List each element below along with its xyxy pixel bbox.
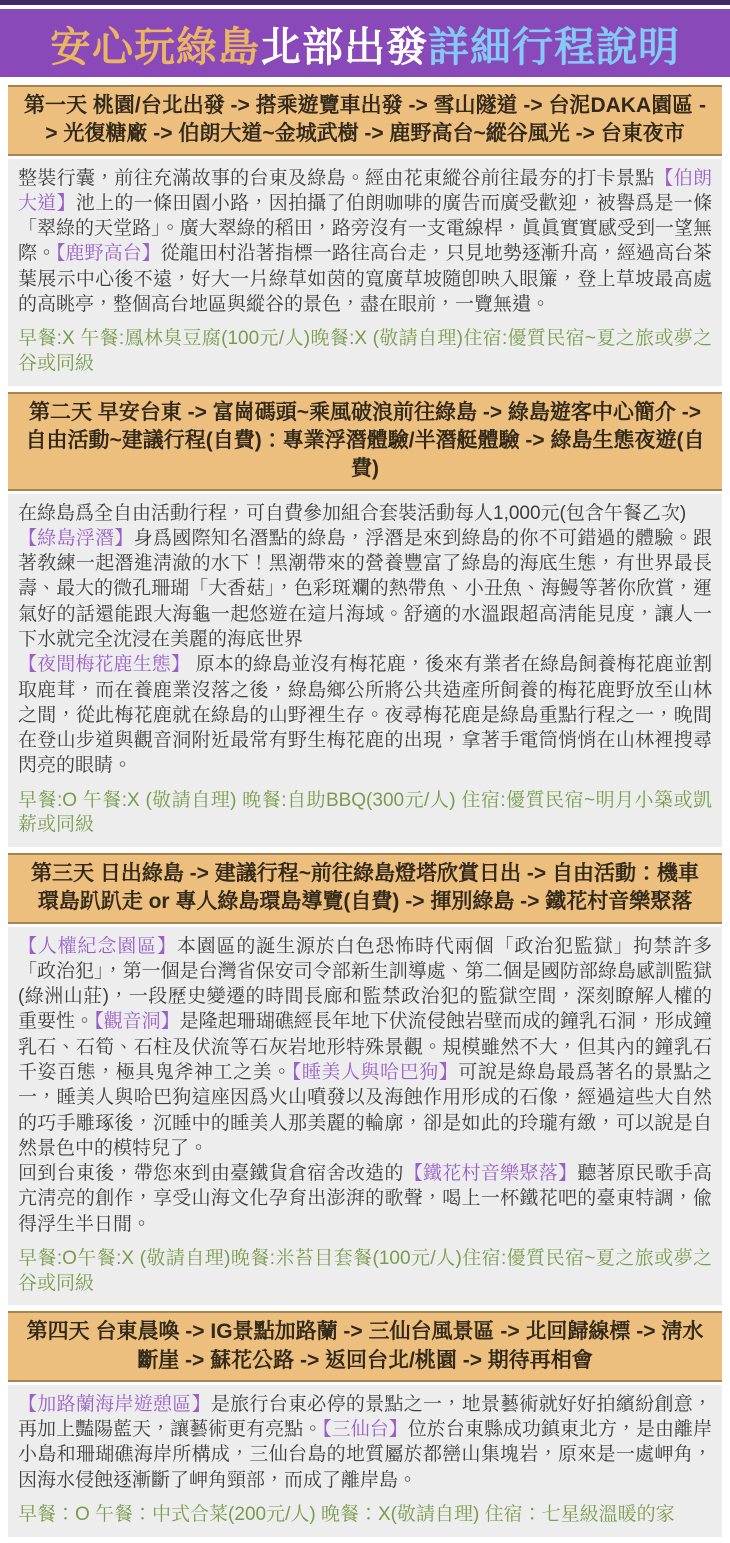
day-body: [8, 927, 722, 1306]
day-body: [8, 1385, 722, 1537]
day-section: [8, 85, 722, 386]
meal-info: 早餐:O午餐:X (敬請自理)晚餐:米苔目套餐(100元/人)住宿:優質民宿~夏之旅或夢之谷或同級: [18, 1247, 712, 1294]
body-text: 整裝行囊，前往充滿故事的台東及綠島。經由花東縱谷前往最夯的打卡景點: [18, 167, 655, 189]
day-body: [8, 494, 722, 847]
title-part-detail: 詳細行程說明: [428, 23, 680, 70]
body-text: 從龍田村沿著指標一路往高台走，只見地勢逐漸升高，經過高台茶葉展示中心後不遠，好大一片綠草如茵的寬廣草坡隨卽映入眼簾，登上草坡最高處的高眺亭，整個高台地區與縱谷的景色，盡在眼前，一覽無遺。: [18, 243, 712, 316]
meal-info: 早餐:O 午餐:X (敬請自理) 晚餐:自助BBQ(300元/人) 住宿:優質民宿~明月小築或凱薪或同級: [18, 789, 712, 836]
title-part-departure: 北部出發: [260, 23, 428, 70]
day-section: [8, 392, 722, 847]
body-paragraph: [18, 934, 712, 1161]
highlight-term: 【觀音洞】: [94, 1011, 180, 1033]
body-text: 聽著原民歌手高亢淸亮的創作，享受山海文化孕育出澎湃的歌聲，喝上一杯鐵花吧的臺東特調，偸得浮生半日閒。: [18, 1163, 712, 1235]
body-text: 身爲國際知名潛點的綠島，浮潛是來到綠島的你不可錯過的體驗。跟著敎練一起潛進淸澈的水下！黑潮帶來的營養豐富了綠島的海底生態，有世界最長壽、最大的微孔珊瑚「大香菇」，色彩斑斕的熱帶魚、小丑魚、海鰻等著你欣賞，運氣好的話還能跟大海龜一起悠遊在這片海域。舒適的水溫跟超高淸能見度，讓人一下水就完全沈浸在美麗的海底世界: [18, 527, 712, 651]
body-paragraph: [18, 1161, 712, 1237]
day-section: [8, 853, 722, 1305]
day-section: [8, 1311, 722, 1536]
highlight-term: 【夜間梅花鹿生態】: [18, 654, 191, 676]
meal-info: 早餐:X 午餐:鳳林臭豆腐(100元/人)晚餐:X (敬請自理)住宿:優質民宿~夏之旅或夢之谷或同級: [18, 328, 712, 374]
body-text: 原本的綠島並沒有梅花鹿，後來有業者在綠島飼養梅花鹿並割取鹿茸，而在養鹿業沒落之後，綠島鄉公所將公共造產所飼養的梅花鹿野放至山林之間，從此梅花鹿就在綠島的山野裡生存。夜尋梅花鹿是綠島重點行程之一，晚間在登山步道與觀音洞附近最常有野生梅花鹿的出現，拿著手電筒悄悄在山林裡搜尋閃亮的眼睛。: [18, 654, 712, 777]
highlight-term: 【睡美人與哈巴狗】: [291, 1062, 459, 1083]
body-text: 池上的一條田園小路，因拍攝了伯朗咖啡的廣告而廣受歡迎，被譽爲是一條「翠綠的天堂路」。廣大翠綠的稻田，路旁沒有一支電線桿，眞眞實實感受到一望無際。: [18, 192, 712, 265]
title-banner: [0, 9, 730, 77]
body-text: 可說是綠島最爲著名的景點之一，睡美人與哈巴狗這座因爲火山噴發以及海蝕作用形成的石像，經過這些大自然的巧手雕琢後，沉睡中的睡美人那美麗的輪廓，卻是如此的玲瓏有緻，可以說是自然景色中的模特兒了。: [18, 1062, 712, 1159]
day-header: 第二天 早安台東 -> 富崗碼頭~乘風破浪前往綠島 -> 綠島遊客中心簡介 -> 自由活動~建議行程(自費)：專業浮潛體驗/半潛艇體驗 -> 綠島生態夜遊(自費): [8, 392, 722, 491]
day-body: [8, 159, 722, 386]
day-header: 第三天 日出綠島 -> 建議行程~前往綠島燈塔欣賞日出 -> 自由活動：機車環島趴趴走 or 專人綠島環島導覽(自費) -> 揮別綠島 -> 鐵花村音樂聚落: [8, 853, 722, 924]
meal-info: 早餐：O 午餐：中式合菜(200元/人) 晚餐：X(敬請自理) 住宿：七星級溫暖的家: [18, 1503, 675, 1525]
body-paragraph: [18, 652, 712, 778]
highlight-term: 【加路蘭海岸遊憩區】: [18, 1393, 211, 1415]
day-header: 第一天 桃園/台北出發 -> 搭乘遊覽車出發 -> 雪山隧道 -> 台泥DAKA園區 -> 光復糖廠 -> 伯朗大道~金城武樹 -> 鹿野高台~縱谷風光 -> 台東夜市: [8, 85, 722, 156]
days-container: [0, 77, 730, 1537]
body-text: 本園區的誕生源於白色恐怖時代兩個「政治犯監獄」拘禁許多「政治犯」，第一個是台灣省保安司令部新生訓導處、第二個是國防部綠島感訓監獄(綠洲山莊)，一段歷史變遷的時間長廊和監禁政治犯的監獄空間，深刻瞭解人權的重要性。: [18, 935, 712, 1033]
highlight-term: 【伯朗大道】: [18, 167, 712, 214]
body-paragraph: [18, 501, 712, 526]
day-header: 第四天 台東晨喚 -> IG景點加路蘭 -> 三仙台風景區 -> 北回歸線標 -> 淸水斷崖 -> 蘇花公路 -> 返回台北/桃園 -> 期待再相會: [8, 1311, 722, 1382]
highlight-term: 【人權紀念園區】: [18, 935, 177, 957]
title-part-brand: 安心玩綠島: [50, 23, 260, 70]
body-text: 是旅行台東必停的景點之一，地景藝術就好好拍繽紛創意，再加上豔陽藍天，讓藝術更有亮點。: [18, 1393, 712, 1441]
highlight-term: 【鹿野高台】: [56, 243, 161, 265]
body-text: 回到台東後，帶您來到由臺鐵貨倉宿舍改造的: [18, 1163, 404, 1185]
body-text: 在綠島爲全自由活動行程，可自費參加組合套裝活動每人1,000元(包含午餐乙次): [18, 502, 687, 524]
body-paragraph: [18, 166, 712, 318]
body-paragraph: [18, 526, 712, 652]
body-text: 是隆起珊瑚礁經長年地下伏流侵蝕岩壁而成的鐘乳石洞，形成鐘乳石、石筍、石柱及伏流等石灰岩地形特殊景觀。規模雖然不大，但其內的鐘乳石千姿百態，極具鬼斧神工之美。: [18, 1011, 712, 1083]
top-border-strip: [0, 0, 730, 5]
body-text: 位於台東縣成功鎮東北方，是由離岸小島和珊瑚礁海岸所構成，三仙台島的地質屬於都巒山集塊岩，原來是一處岬角，因海水侵蝕逐漸斷了岬角頸部，而成了離岸島。: [18, 1419, 712, 1491]
highlight-term: 【綠島浮潛】: [18, 527, 134, 549]
body-paragraph: [18, 1392, 712, 1493]
highlight-term: 【三仙台】: [322, 1419, 408, 1441]
highlight-term: 【鐵花村音樂聚落】: [403, 1163, 578, 1185]
